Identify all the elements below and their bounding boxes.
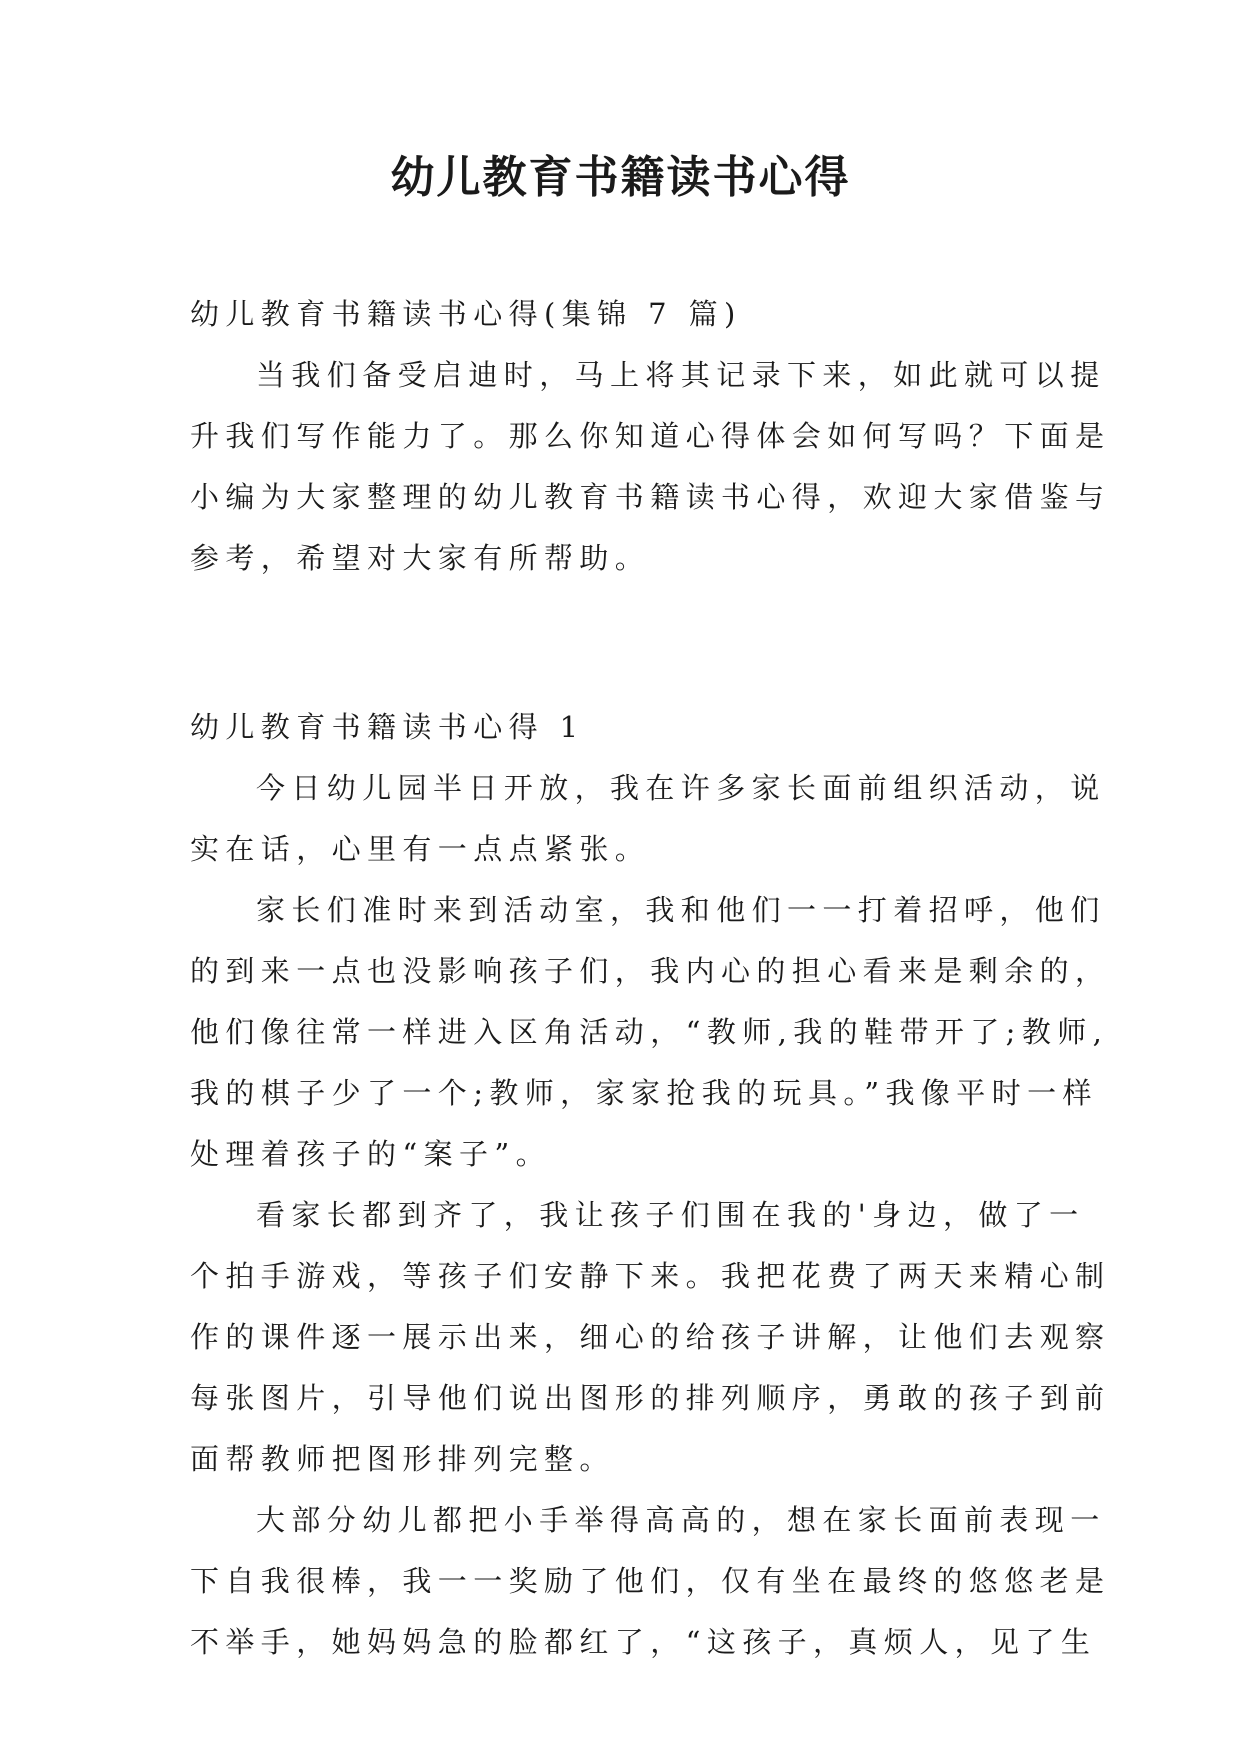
text-line: 实在话，心里有一点点紧张。 [190, 832, 651, 866]
text-line: 看家长都到齐了，我让孩子们围在我的'身边，做了一 [256, 1198, 1085, 1232]
text-line: 大部分幼儿都把小手举得高高的，想在家长面前表现一 [256, 1503, 1106, 1537]
text-line: 他们像往常一样进入区角活动，“教师,我的鞋带开了;教师, [190, 1015, 1109, 1049]
text-line: 作的课件逐一展示出来，细心的给孩子讲解，让他们去观察 [190, 1320, 1111, 1354]
section-heading: 幼儿教育书籍读书心得 1 [190, 710, 585, 744]
text-line: 的到来一点也没影响孩子们，我内心的担心看来是剩余的， [190, 954, 1111, 988]
text-line: 今日幼儿园半日开放，我在许多家长面前组织活动，说 [256, 771, 1106, 805]
text-line: 个拍手游戏，等孩子们安静下来。我把花费了两天来精心制 [190, 1259, 1111, 1293]
section-spacer [190, 589, 1052, 697]
body-paragraph-1 [190, 758, 1106, 880]
text-line: 不举手，她妈妈急的脸都红了，“这孩子，真烦人，见了生 [190, 1625, 1097, 1659]
text-line: 下自我很棒，我一一奖励了他们，仅有坐在最终的悠悠老是 [190, 1564, 1111, 1598]
text-line: 每张图片，引导他们说出图形的排列顺序，勇敢的孩子到前 [190, 1381, 1111, 1415]
body-paragraph-2 [190, 880, 1111, 1185]
text-line: 面帮教师把图形排列完整。 [190, 1442, 615, 1476]
text-line: 升我们写作能力了。那么你知道心得体会如何写吗？下面是 [190, 419, 1111, 453]
document-body [190, 284, 1111, 1673]
collection-subtitle: 幼儿教育书籍读书心得(集锦 7 篇) [190, 297, 742, 331]
text-line: 当我们备受启迪时，马上将其记录下来，如此就可以提 [256, 358, 1106, 392]
text-line: 我的棋子少了一个;教师，家家抢我的玩具。”我像平时一样 [190, 1076, 1098, 1110]
intro-paragraph [190, 345, 1111, 589]
text-line: 处理着孩子的“案子”。 [190, 1137, 552, 1171]
document-title: 幼儿教育书籍读书心得 [390, 152, 851, 203]
body-paragraph-4 [190, 1490, 1111, 1673]
text-line: 小编为大家整理的幼儿教育书籍读书心得，欢迎大家借鉴与 [190, 480, 1111, 514]
text-line: 家长们准时来到活动室，我和他们一一打着招呼，他们 [256, 893, 1106, 927]
body-paragraph-3 [190, 1185, 1111, 1490]
text-line: 参考，希望对大家有所帮助。 [190, 541, 651, 575]
